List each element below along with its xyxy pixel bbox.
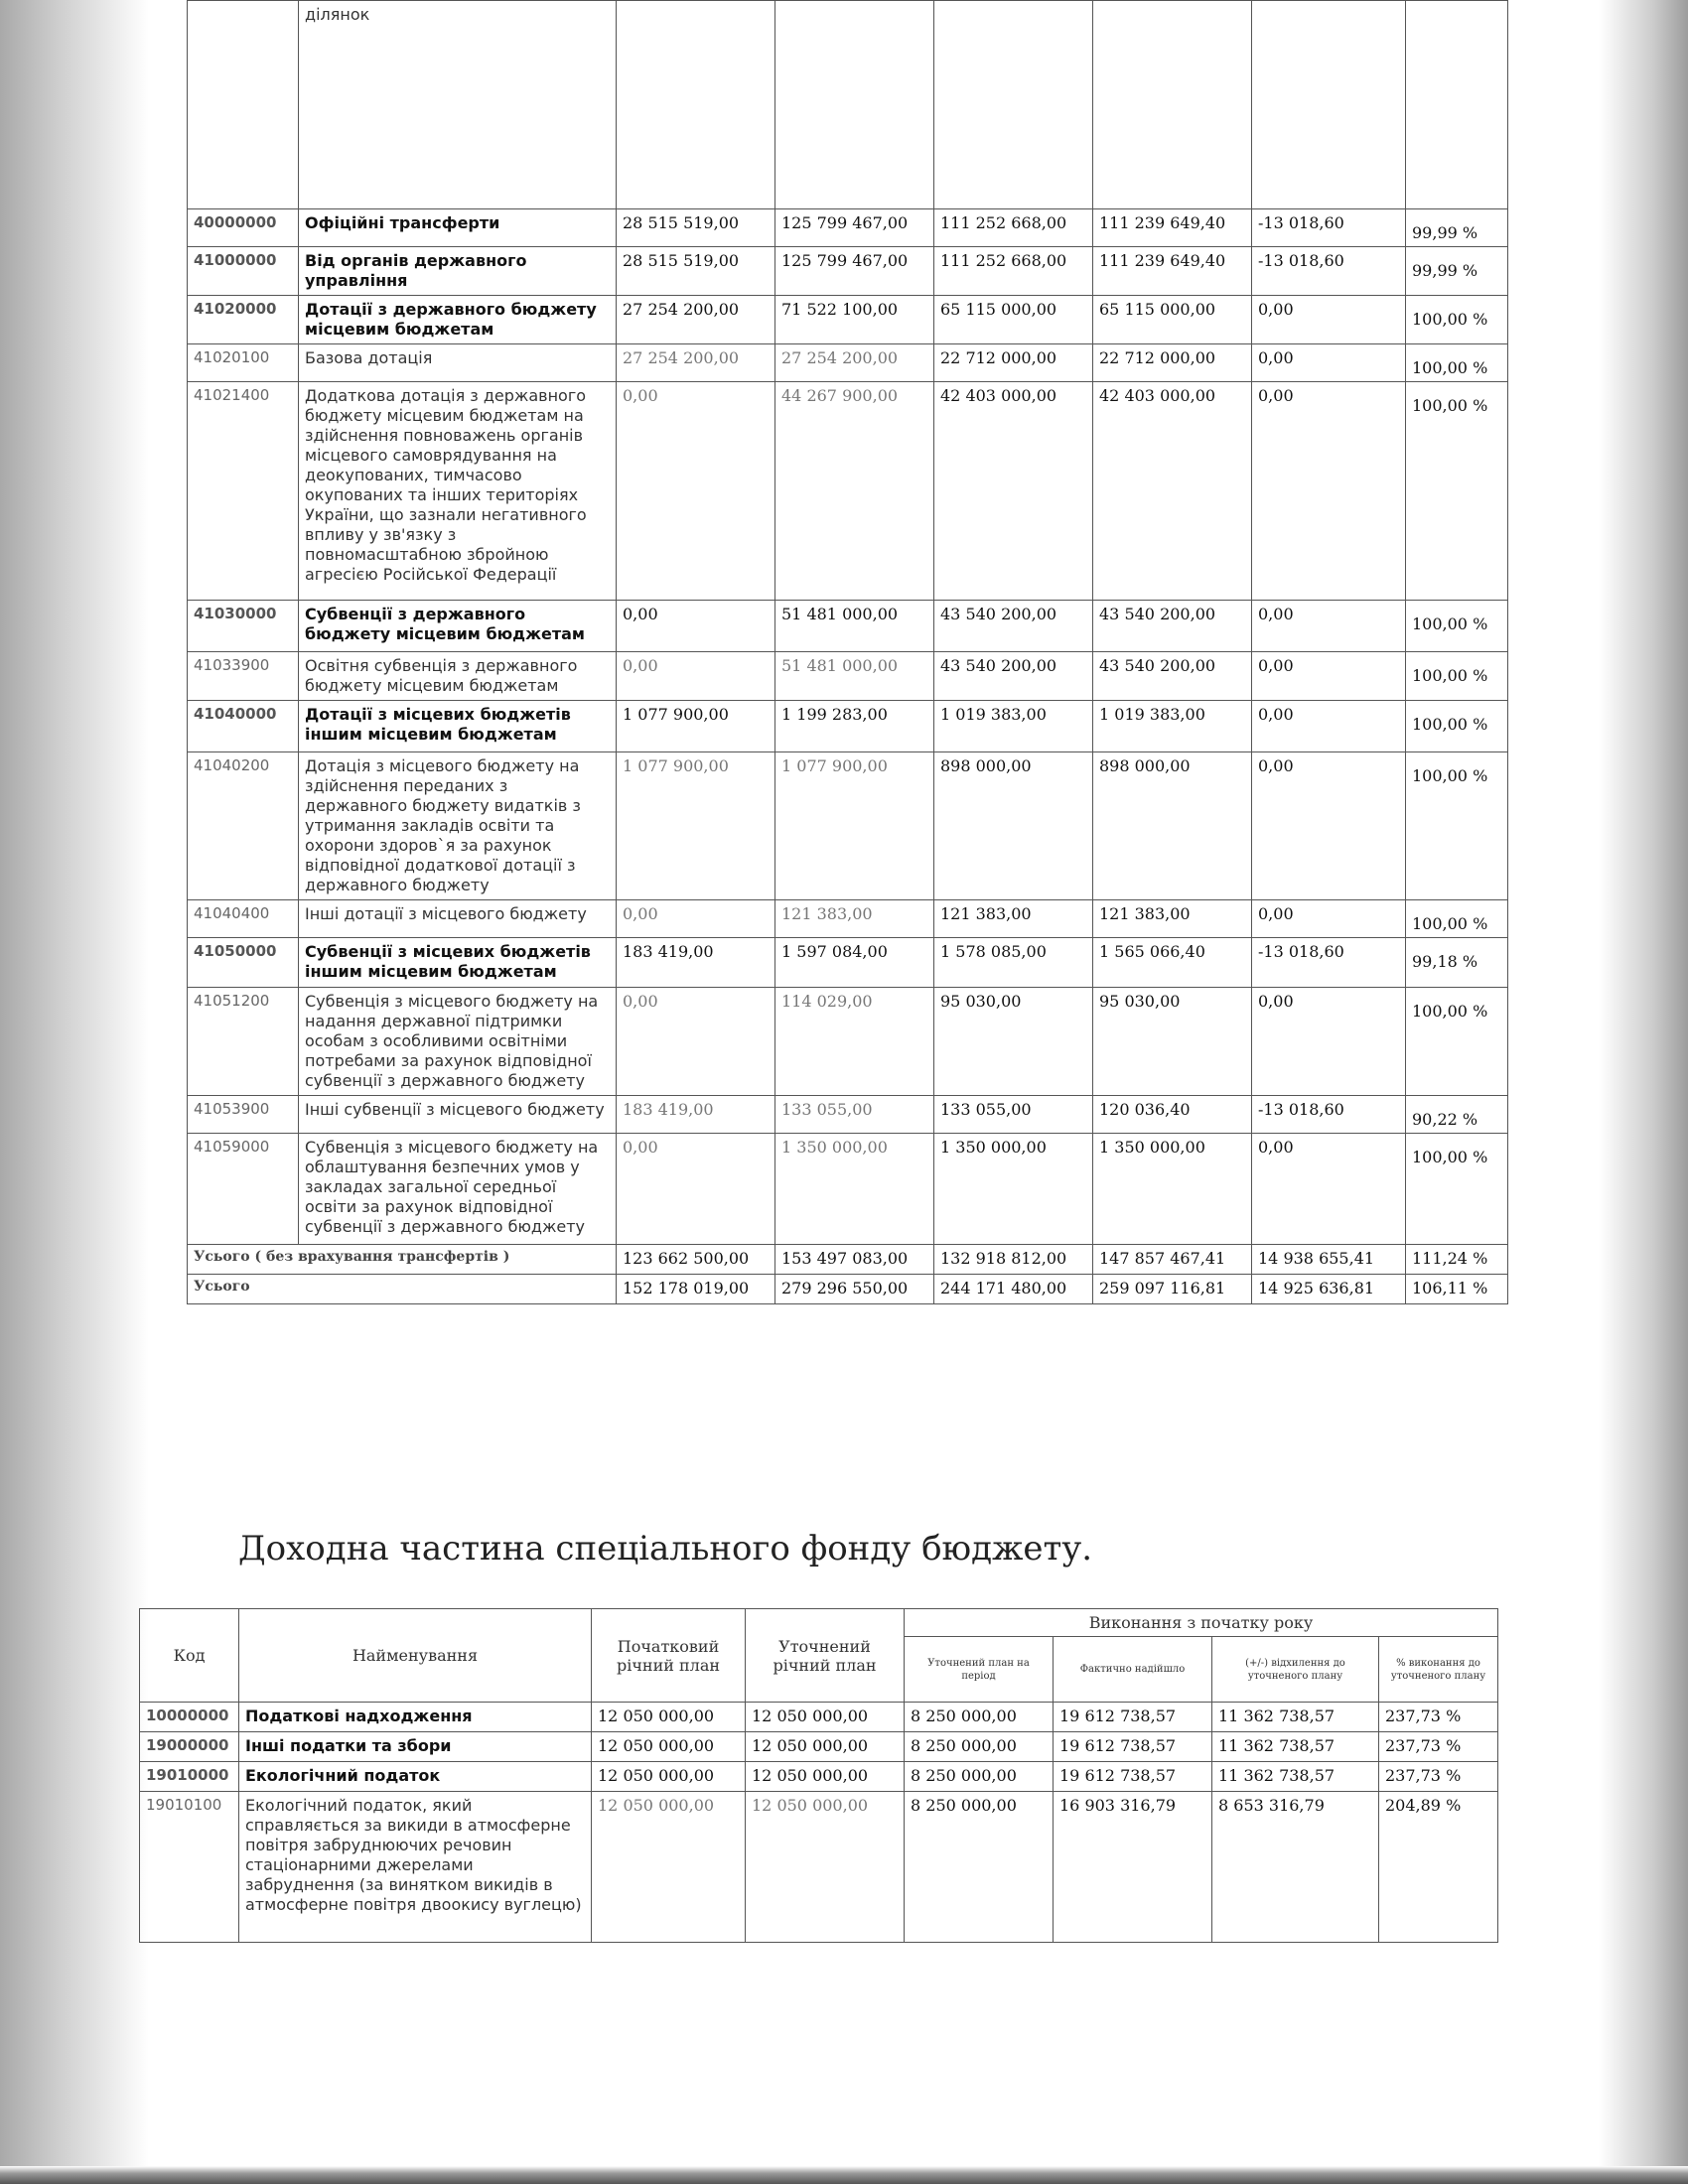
table-row [188,988,1508,1096]
row-revised-plan: 125 799 467,00 [775,209,934,247]
row-code: 19000000 [140,1732,239,1762]
row-deviation: -13 018,60 [1252,247,1406,296]
table-row [188,344,1508,382]
row-revised-plan: 12 050 000,00 [746,1732,905,1762]
row-deviation: 0,00 [1252,652,1406,701]
row-percent: 100,00 % [1406,601,1508,652]
row-plan-period: 43 540 200,00 [934,601,1093,652]
row-percent: 237,73 % [1379,1762,1498,1792]
total-percent: 106,11 % [1406,1275,1508,1304]
row-revised-plan: 1 077 900,00 [775,752,934,900]
table-row [188,209,1508,247]
row-initial-plan: 0,00 [617,382,775,601]
special-fund-income-table [139,1608,1498,1943]
row-plan-period: 121 383,00 [934,900,1093,938]
row-plan-period: 111 252 668,00 [934,209,1093,247]
row-initial-plan: 0,00 [617,1134,775,1245]
total-actual: 147 857 467,41 [1093,1245,1252,1275]
row-percent: 99,99 % [1406,247,1508,296]
row-code: 41050000 [188,938,299,988]
row-code: 41033900 [188,652,299,701]
row-revised-plan: 12 050 000,00 [746,1792,905,1943]
total-plan-period: 132 918 812,00 [934,1245,1093,1275]
table-row [140,1762,1498,1792]
row-actual: 42 403 000,00 [1093,382,1252,601]
row-actual: 43 540 200,00 [1093,601,1252,652]
row-initial-plan: 12 050 000,00 [592,1732,746,1762]
row-percent: 90,22 % [1406,1096,1508,1134]
row-actual: 19 612 738,57 [1054,1732,1212,1762]
row-initial-plan: 0,00 [617,601,775,652]
row-deviation: 0,00 [1252,1134,1406,1245]
header-deviation: (+/-) відхилення до уточненого плану [1212,1637,1379,1703]
row-name: Інші податки та збори [239,1732,592,1762]
row-name: Інші дотації з місцевого бюджету [299,900,617,938]
row-percent: 237,73 % [1379,1732,1498,1762]
total-actual: 259 097 116,81 [1093,1275,1252,1304]
row-actual: 1 019 383,00 [1093,701,1252,752]
row-plan-period: 8 250 000,00 [905,1732,1054,1762]
row-code: 41040000 [188,701,299,752]
row-initial-plan: 1 077 900,00 [617,752,775,900]
row-revised-plan: 133 055,00 [775,1096,934,1134]
row-initial-plan: 28 515 519,00 [617,247,775,296]
row-actual: 111 239 649,40 [1093,209,1252,247]
table-row [188,1096,1508,1134]
row-plan-period: 1 019 383,00 [934,701,1093,752]
row-percent: 100,00 % [1406,652,1508,701]
header-plan-period: Уточнений план на період [905,1637,1054,1703]
row-plan-period: 1 578 085,00 [934,938,1093,988]
row-plan-period: 898 000,00 [934,752,1093,900]
row-name: Базова дотація [299,344,617,382]
scan-shadow-bottom [0,2166,1688,2184]
row-name: Податкові надходження [239,1703,592,1732]
row-actual: 19 612 738,57 [1054,1762,1212,1792]
row-code: 41021400 [188,382,299,601]
row-actual: 95 030,00 [1093,988,1252,1096]
row-name: Освітня субвенція з державного бюджету місцевим бюджетам [299,652,617,701]
row-actual: 121 383,00 [1093,900,1252,938]
row-code: 19010000 [140,1762,239,1792]
total-revised-plan: 153 497 083,00 [775,1245,934,1275]
row-actual: 111 239 649,40 [1093,247,1252,296]
table-row [188,601,1508,652]
special-fund-heading: Доходна частина спеціального фонду бюджету. [238,1529,1093,1569]
row-plan-period: 111 252 668,00 [934,247,1093,296]
row-code: 41020100 [188,344,299,382]
row-deviation: 0,00 [1252,382,1406,601]
table-row [140,1732,1498,1762]
row-code: 19010100 [140,1792,239,1943]
row-actual: 1 565 066,40 [1093,938,1252,988]
row-revised-plan: 12 050 000,00 [746,1762,905,1792]
table-row [188,1134,1508,1245]
row-plan-period: 8 250 000,00 [905,1762,1054,1792]
row-deviation: 8 653 316,79 [1212,1792,1379,1943]
row-revised-plan: 125 799 467,00 [775,247,934,296]
row-revised-plan: 44 267 900,00 [775,382,934,601]
row-code: 41030000 [188,601,299,652]
row-code: 40000000 [188,209,299,247]
table-row [188,296,1508,344]
row-deviation: -13 018,60 [1252,209,1406,247]
total-revised-plan: 279 296 550,00 [775,1275,934,1304]
table-row [188,652,1508,701]
row-revised-plan: 12 050 000,00 [746,1703,905,1732]
row-percent: 237,73 % [1379,1703,1498,1732]
row-name-fragment: ділянок [299,1,617,209]
header-revised-plan: Уточнений річний план [746,1609,905,1703]
row-percent: 204,89 % [1379,1792,1498,1943]
row-deviation: 0,00 [1252,296,1406,344]
row-name: Субвенції з державного бюджету місцевим бюджетам [299,601,617,652]
table-row-fragment [188,1,1508,209]
header-initial-plan: Початковий річний план [592,1609,746,1703]
table-row [188,701,1508,752]
row-deviation: 0,00 [1252,701,1406,752]
header-actual: Фактично надійшло [1054,1637,1212,1703]
table-row [188,247,1508,296]
row-plan-period: 22 712 000,00 [934,344,1093,382]
total-label: Усього ( без врахування трансфертів ) [188,1245,617,1275]
row-code: 41020000 [188,296,299,344]
total-plan-period: 244 171 480,00 [934,1275,1093,1304]
row-plan-period: 95 030,00 [934,988,1093,1096]
row-code: 41053900 [188,1096,299,1134]
row-code: 10000000 [140,1703,239,1732]
row-plan-period: 42 403 000,00 [934,382,1093,601]
table-row [140,1703,1498,1732]
row-percent: 100,00 % [1406,988,1508,1096]
header-percent: % виконання до уточненого плану [1379,1637,1498,1703]
row-deviation: 0,00 [1252,988,1406,1096]
row-code: 41059000 [188,1134,299,1245]
row-code: 41000000 [188,247,299,296]
row-name: Дотації з місцевих бюджетів іншим місцевим бюджетам [299,701,617,752]
row-revised-plan: 51 481 000,00 [775,652,934,701]
row-initial-plan: 27 254 200,00 [617,344,775,382]
total-label: Усього [188,1275,617,1304]
row-revised-plan: 1 350 000,00 [775,1134,934,1245]
row-initial-plan: 12 050 000,00 [592,1703,746,1732]
row-revised-plan: 121 383,00 [775,900,934,938]
row-plan-period: 1 350 000,00 [934,1134,1093,1245]
row-initial-plan: 12 050 000,00 [592,1762,746,1792]
row-percent: 100,00 % [1406,344,1508,382]
header-name: Найменування [239,1609,592,1703]
row-actual: 16 903 316,79 [1054,1792,1212,1943]
row-initial-plan: 1 077 900,00 [617,701,775,752]
total-row [188,1275,1508,1304]
row-code: 41040400 [188,900,299,938]
row-percent: 100,00 % [1406,382,1508,601]
header-code: Код [140,1609,239,1703]
row-revised-plan: 51 481 000,00 [775,601,934,652]
scan-shadow-right [1599,0,1688,2184]
row-plan-period: 8 250 000,00 [905,1792,1054,1943]
row-actual: 1 350 000,00 [1093,1134,1252,1245]
total-deviation: 14 938 655,41 [1252,1245,1406,1275]
row-revised-plan: 71 522 100,00 [775,296,934,344]
row-initial-plan: 0,00 [617,652,775,701]
row-actual: 120 036,40 [1093,1096,1252,1134]
row-percent: 99,18 % [1406,938,1508,988]
row-percent: 100,00 % [1406,701,1508,752]
header-execution-group: Виконання з початку року [905,1609,1498,1637]
row-initial-plan: 0,00 [617,988,775,1096]
total-initial-plan: 123 662 500,00 [617,1245,775,1275]
row-deviation: 11 362 738,57 [1212,1703,1379,1732]
row-name: Дотація з місцевого бюджету на здійснення переданих з державного бюджету видатків з утримання закладів освіти та охорони здоров`я за рахунок відповідної додаткової дотації з державного бюджету [299,752,617,900]
row-revised-plan: 1 597 084,00 [775,938,934,988]
row-code: 41051200 [188,988,299,1096]
row-revised-plan: 27 254 200,00 [775,344,934,382]
row-deviation: 11 362 738,57 [1212,1732,1379,1762]
row-percent: 100,00 % [1406,900,1508,938]
row-actual: 43 540 200,00 [1093,652,1252,701]
total-row [188,1245,1508,1275]
row-name: Офіційні трансферти [299,209,617,247]
total-initial-plan: 152 178 019,00 [617,1275,775,1304]
row-deviation: 0,00 [1252,601,1406,652]
row-percent: 99,99 % [1406,209,1508,247]
row-plan-period: 65 115 000,00 [934,296,1093,344]
row-deviation: 0,00 [1252,900,1406,938]
row-name: Екологічний податок, який справляється за викиди в атмосферне повітря забруднюючих речовин стаціонарними джерелами забруднення (за винятком викидів в атмосферне повітря двоокису вуглецю) [239,1792,592,1943]
row-name: Екологічний податок [239,1762,592,1792]
row-percent: 100,00 % [1406,752,1508,900]
table-row [188,900,1508,938]
row-deviation: -13 018,60 [1252,938,1406,988]
row-name: Субвенції з місцевих бюджетів іншим місцевим бюджетам [299,938,617,988]
table-row [188,752,1508,900]
row-deviation: -13 018,60 [1252,1096,1406,1134]
total-percent: 111,24 % [1406,1245,1508,1275]
row-actual: 22 712 000,00 [1093,344,1252,382]
scan-shadow-left [0,0,149,2184]
total-deviation: 14 925 636,81 [1252,1275,1406,1304]
row-actual: 19 612 738,57 [1054,1703,1212,1732]
row-name: Субвенція з місцевого бюджету на облаштування безпечних умов у закладах загальної середньої освіти за рахунок відповідної субвенції з державного бюджету [299,1134,617,1245]
row-name: Інші субвенції з місцевого бюджету [299,1096,617,1134]
row-plan-period: 133 055,00 [934,1096,1093,1134]
row-initial-plan: 28 515 519,00 [617,209,775,247]
table-row [140,1792,1498,1943]
general-fund-income-table [187,0,1508,1304]
row-actual: 65 115 000,00 [1093,296,1252,344]
row-initial-plan: 27 254 200,00 [617,296,775,344]
row-name: Субвенція з місцевого бюджету на надання державної підтримки особам з особливими освітніми потребами за рахунок відповідної субвенції з державного бюджету [299,988,617,1096]
table-row [188,938,1508,988]
row-deviation: 11 362 738,57 [1212,1762,1379,1792]
row-code: 41040200 [188,752,299,900]
row-percent: 100,00 % [1406,1134,1508,1245]
row-initial-plan: 183 419,00 [617,938,775,988]
row-actual: 898 000,00 [1093,752,1252,900]
row-name: Від органів державного управління [299,247,617,296]
row-deviation: 0,00 [1252,344,1406,382]
row-revised-plan: 114 029,00 [775,988,934,1096]
row-name: Дотації з державного бюджету місцевим бюджетам [299,296,617,344]
row-name: Додаткова дотація з державного бюджету місцевим бюджетам на здійснення повноважень органів місцевого самоврядування на деокупованих, тимчасово окупованих та інших територіях України, що зазнали негативного впливу у зв'язку з повномасштабною збройною агресією Російської Федерації [299,382,617,601]
row-percent: 100,00 % [1406,296,1508,344]
row-plan-period: 8 250 000,00 [905,1703,1054,1732]
row-deviation: 0,00 [1252,752,1406,900]
row-revised-plan: 1 199 283,00 [775,701,934,752]
table-row [188,382,1508,601]
row-plan-period: 43 540 200,00 [934,652,1093,701]
row-initial-plan: 183 419,00 [617,1096,775,1134]
row-initial-plan: 12 050 000,00 [592,1792,746,1943]
row-initial-plan: 0,00 [617,900,775,938]
